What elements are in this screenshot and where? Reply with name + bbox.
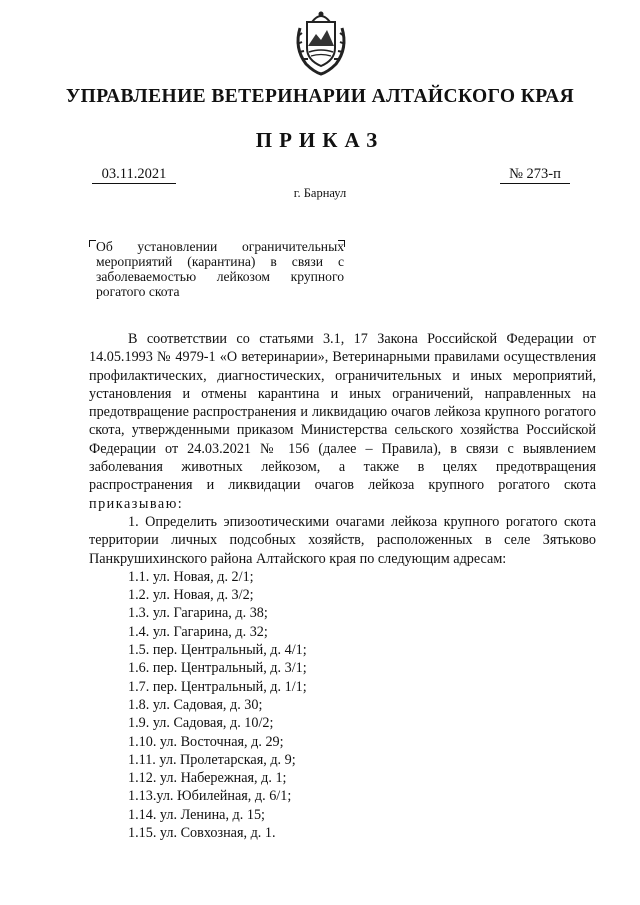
list-item: 1.8. ул. Садовая, д. 30; — [128, 696, 263, 713]
preamble-paragraph — [89, 330, 596, 513]
list-item: 1.4. ул. Гагарина, д. 32; — [128, 623, 268, 640]
list-item: 1.10. ул. Восточная, д. 29; — [128, 733, 284, 750]
address-list — [89, 568, 596, 842]
list-item: 1.14. ул. Ленина, д. 15; — [128, 806, 265, 823]
coat-of-arms-icon — [292, 8, 350, 76]
item-1-paragraph: 1. Определить эпизоотическими очагами лейкоза крупного рогатого скота территории личных подсобных хозяйств, расположенных в селе Зятьково Панкрушихинского района Алтайского края по следующим адресам: — [89, 513, 596, 567]
document-body — [89, 330, 596, 842]
preamble-text: В соответствии со статьями 3.1, 17 Закона Российской Федерации от 14.05.1993 № 4979-1 «О ветеринарии», Ветеринарными правилами осуществления профилактических, диагностических, ограничительных и иных мероприятий, установления и отмены карантина и иных ограничений, направленных на предотвращение распространения и ликвидацию очагов лейкоза крупного рогатого скота, утвержденными приказом Министерства сельского хозяйства Российской Федерации от 24.03.2021 № 156 (далее – Правила), в связи с выявлением заболевания животных лейкозом, а также в целях предотвращения распространения и ликвидации очагов лейкоза крупного рогатого скота — [89, 331, 596, 494]
list-item: 1.7. пер. Центральный, д. 1/1; — [128, 678, 307, 695]
list-item: 1.6. пер. Центральный, д. 3/1; — [128, 660, 307, 677]
list-item: 1.12. ул. Набережная, д. 1; — [128, 770, 287, 787]
list-item: 1.11. ул. Пролетарская, д. 9; — [128, 751, 296, 768]
list-item: 1.13.ул. Юбилейная, д. 6/1; — [128, 788, 292, 805]
order-word: приказываю: — [89, 495, 184, 512]
document-subject: Об установлении ограничительных мероприятий (карантина) в связи с заболеваемостью лейкозом крупного рогатого скота — [96, 239, 344, 299]
document-type: ПРИКАЗ — [255, 128, 385, 152]
list-item: 1.1. ул. Новая, д. 2/1; — [128, 568, 254, 585]
list-item: 1.3. ул. Гагарина, д. 38; — [128, 605, 268, 622]
document-number: № 273-п — [500, 166, 570, 184]
list-item: 1.15. ул. Совхозная, д. 1. — [128, 825, 276, 842]
subject-bracket-left — [89, 240, 96, 247]
document-date: 03.11.2021 — [92, 166, 176, 184]
list-item: 1.5. пер. Центральный, д. 4/1; — [128, 642, 307, 659]
document-city: г. Барнаул — [293, 186, 347, 200]
list-item: 1.2. ул. Новая, д. 3/2; — [128, 587, 254, 604]
agency-name: УПРАВЛЕНИЕ ВЕТЕРИНАРИИ АЛТАЙСКОГО КРАЯ — [65, 86, 575, 107]
list-item: 1.9. ул. Садовая, д. 10/2; — [128, 715, 274, 732]
